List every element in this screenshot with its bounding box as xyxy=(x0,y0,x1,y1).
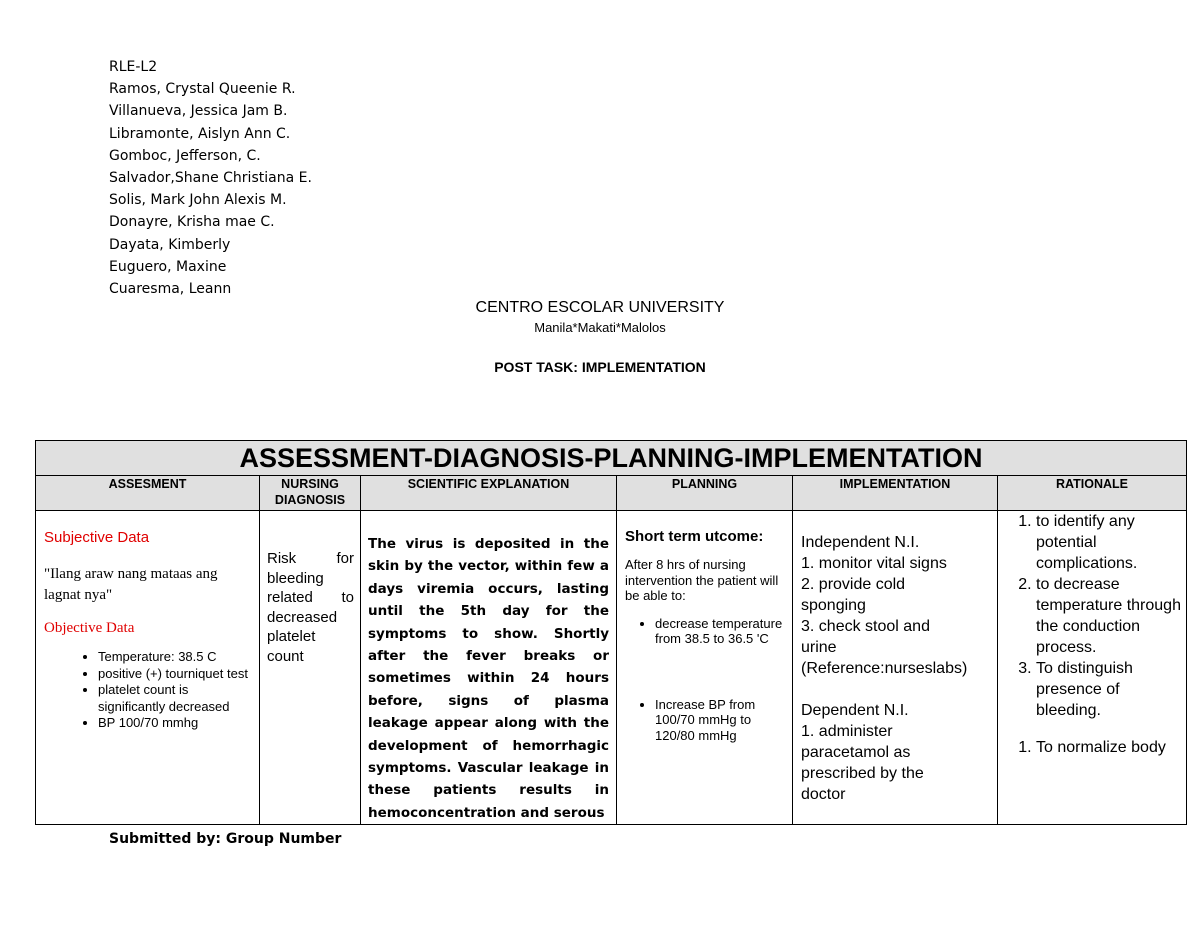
rationale-item: 1. To normalize body xyxy=(1036,737,1186,758)
objective-item: • BP 100/70 mmhg xyxy=(98,715,259,732)
member-name: Gomboc, Jefferson, C. xyxy=(109,147,261,164)
assessment-cell xyxy=(36,511,260,825)
column-header-nursing-diagnosis: NURSING DIAGNOSIS xyxy=(260,476,361,511)
implementation-cell xyxy=(793,511,998,825)
rationale-item: 1. to identify any potential complications. xyxy=(1036,511,1186,574)
campus-list: Manila*Makati*Malolos xyxy=(534,320,666,335)
member-name: Cuaresma, Leann xyxy=(109,281,232,298)
planning-intro: After 8 hrs of nursing intervention the patient will be able to: xyxy=(625,557,779,603)
task-title: POST TASK: IMPLEMENTATION xyxy=(494,359,706,375)
column-header-planning: PLANNING xyxy=(617,476,793,511)
subjective-data-label: Subjective Data xyxy=(44,529,150,546)
nursing-diagnosis-text: Risk for bleeding related to decreased platelet count xyxy=(267,550,354,665)
member-name: Donayre, Krisha mae C. xyxy=(109,214,275,231)
planning-cell xyxy=(617,511,793,825)
member-name: Villanueva, Jessica Jam B. xyxy=(109,103,288,120)
rationale-independent-list xyxy=(998,511,1186,721)
adpi-table xyxy=(35,440,1187,825)
member-name: Salvador,Shane Christiana E. xyxy=(109,170,312,187)
rationale-dependent-list xyxy=(998,737,1186,758)
column-header-scientific-explanation: SCIENTIFIC EXPLANATION xyxy=(361,476,617,511)
planning-goal: • Increase BP from 100/70 mmHg to 120/80 mmHg xyxy=(655,697,792,744)
planning-goal: • decrease temperature from 38.5 to 36.5 'C xyxy=(655,616,792,647)
nursing-diagnosis-cell xyxy=(260,511,361,825)
objective-data-label: Objective Data xyxy=(44,620,135,636)
column-header-rationale: RATIONALE xyxy=(998,476,1187,511)
independent-item: 2. provide cold sponging xyxy=(801,576,906,614)
group-member-list xyxy=(109,56,312,300)
university-name: CENTRO ESCOLAR UNIVERSITY xyxy=(475,299,725,316)
member-name: Euguero, Maxine xyxy=(109,258,227,275)
scientific-explanation-text: The virus is deposited in the skin by the vector, within few a days viremia occurs, lasting until the 5th day for the symptoms to show. Shortly after the fever breaks or sometimes within 24 hours before, signs of plasma leakage appear along with the development of hemorrhagic symptoms. Vascular leakage in these patients results in hemoconcentration and serous xyxy=(368,536,609,821)
column-header-implementation: IMPLEMENTATION xyxy=(793,476,998,511)
objective-item: • platelet count is significantly decreased xyxy=(98,682,259,715)
planning-goals xyxy=(617,616,792,744)
member-name: Ramos, Crystal Queenie R. xyxy=(109,81,296,98)
table-title: ASSESSMENT-DIAGNOSIS-PLANNING-IMPLEMENTATION xyxy=(36,441,1187,476)
dependent-label: Dependent N.I. xyxy=(801,702,909,719)
rationale-cell xyxy=(998,511,1187,825)
subjective-quote: "Ilang araw nang mataas ang lagnat nya" xyxy=(44,566,218,603)
member-name: Libramonte, Aislyn Ann C. xyxy=(109,125,291,142)
section-label: RLE-L2 xyxy=(109,59,158,75)
objective-item: • positive (+) tourniquet test xyxy=(98,666,259,683)
column-header-assessment: ASSESMENT xyxy=(36,476,260,511)
member-name: Dayata, Kimberly xyxy=(109,236,231,253)
independent-label: Independent N.I. xyxy=(801,534,920,551)
independent-item: 3. check stool and urine (Reference:nurseslabs) xyxy=(801,618,968,677)
submitted-by: Submitted by: Group Number xyxy=(109,831,342,847)
rationale-item: 2. to decrease temperature through the conduction process. xyxy=(1036,574,1186,658)
member-name: Solis, Mark John Alexis M. xyxy=(109,192,287,209)
dependent-item: 1. administer paracetamol as prescribed by the doctor xyxy=(801,723,924,803)
objective-data-list xyxy=(36,649,259,732)
objective-item: • Temperature: 38.5 C xyxy=(98,649,259,666)
rationale-item: 3. To distinguish presence of bleeding. xyxy=(1036,658,1186,721)
scientific-explanation-cell xyxy=(361,511,617,825)
independent-item: 1. monitor vital signs xyxy=(801,555,947,572)
planning-heading: Short term utcome: xyxy=(625,528,764,545)
